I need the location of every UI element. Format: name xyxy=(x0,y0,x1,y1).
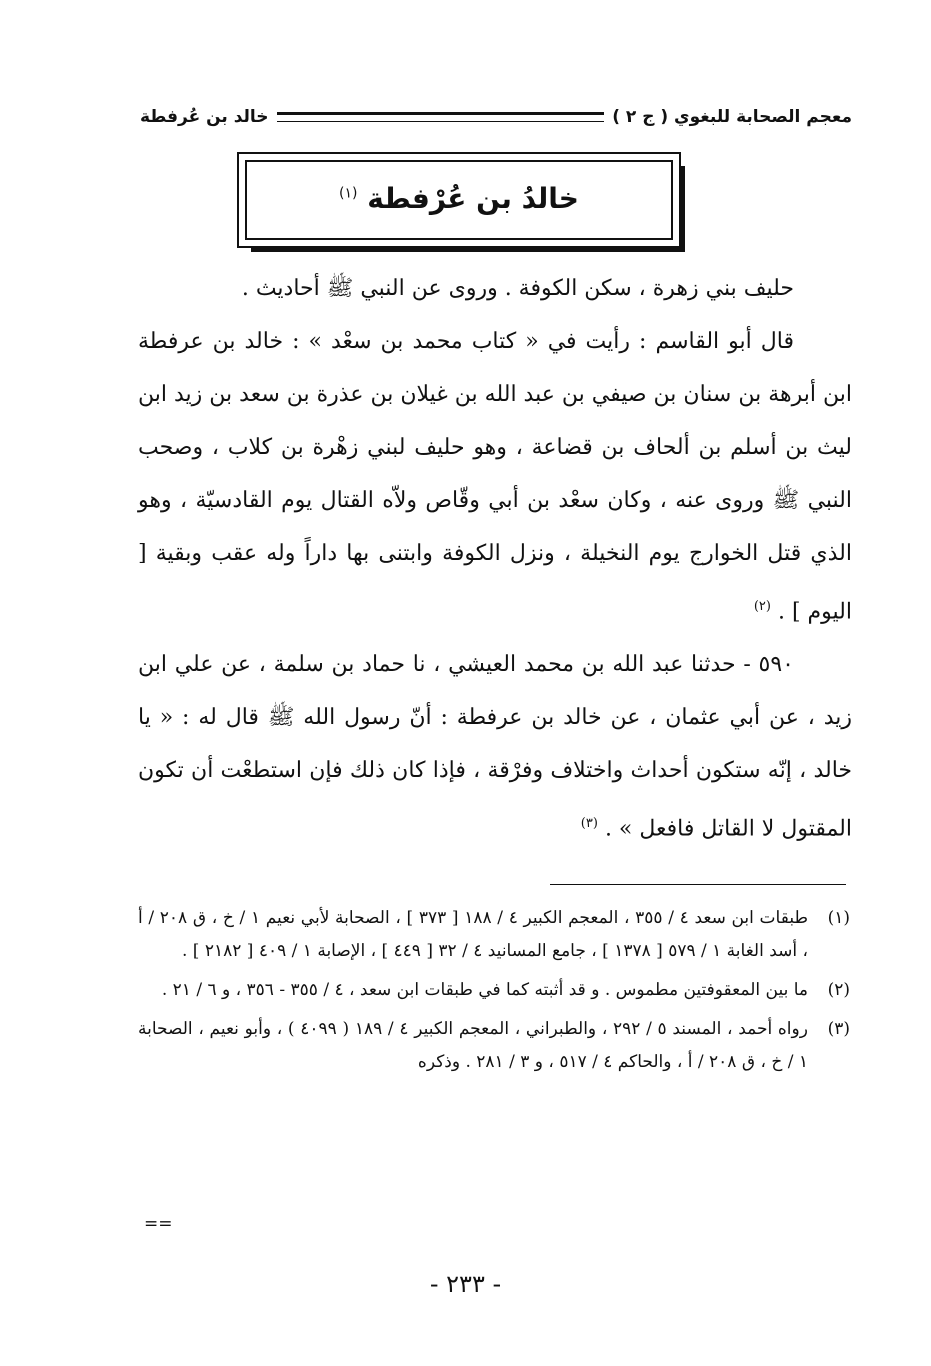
paragraph-2-text: قال أبو القاسم : رأيت في « كتاب محمد بن سعْد » : خالد بن عرفطة ابن أبرهة بن سنان بن صيفي بن عبد الله بن غيلان بن عذرة بن سعد بن زيد ابن ليث بن أسلم بن ألحاف بن قضاعة ، وهو حليف لبني زهْرة بن كلاب ، وصحب النبي ﷺ وروى عنه ، وكان سعْد بن أبي وقّاص ولاّه القتال يوم القادسيّة ، وهو الذي قتل الخوارج يوم النخيلة ، ونزل الكوفة وابتنى بها داراً وله عقب وبقية [ اليوم ] . xyxy=(138,329,853,625)
footnote-text: ما بين المعقوفتين مطموس . و قد أثبته كما في طبقات ابن سعد ، ٤ / ٣٥٥ - ٣٥٦ ، و ٦ / ٢١ . xyxy=(161,980,808,1000)
page-number: - ٢٣٣ - xyxy=(429,1270,502,1298)
footnote-item xyxy=(138,974,850,1007)
footnote-separator xyxy=(550,884,846,885)
paragraph-1-text: حليف بني زهرة ، سكن الكوفة . وروى عن النبي ﷺ أحاديث . xyxy=(241,276,794,301)
paragraph-2 xyxy=(138,315,852,638)
footnote-text: رواه أحمد ، المسند ٥ / ٢٩٢ ، والطبراني ، المعجم الكبير ٤ / ١٨٩ ( ٤٠٩٩ ) ، وأبو نعيم ، الصحابة ١ / خ ، ق ٢٠٨ / أ ، والحاكم ٤ / ٥١٧ ، و ٣ / ٢٨١ . وذكره xyxy=(138,1019,808,1072)
header-entry-title: خالد بن عُرفطة xyxy=(140,107,269,127)
footnote-item xyxy=(138,1013,850,1079)
paragraph-3-footnote-ref: (٣) xyxy=(580,816,598,832)
footnote-item xyxy=(138,902,850,968)
continuation-mark: == xyxy=(144,1214,173,1234)
entry-title-box xyxy=(237,152,681,248)
footnotes xyxy=(138,902,850,1085)
paragraph-3 xyxy=(138,638,852,855)
entry-title-text: خالدُ بن عُرْفطة xyxy=(367,182,579,215)
entry-title xyxy=(239,182,679,215)
running-header xyxy=(140,100,852,134)
footnote-number: (٢) xyxy=(827,980,850,1000)
body-text xyxy=(138,262,852,856)
header-rule xyxy=(277,112,605,122)
paragraph-3-text: ٥٩٠ - حدثنا عبد الله بن محمد العيشي ، نا حماد بن سلمة ، عن علي ابن زيد ، عن أبي عثمان ، عن خالد بن عرفطة : أنّ رسول الله ﷺ قال له : « يا خالد ، إنّه ستكون أحداث واختلاف وفرْقة ، فإذا كان ذلك فإن استطعْت أن تكون المقتول لا القاتل فافعل » . xyxy=(138,652,852,842)
footnote-number: (٣) xyxy=(827,1019,850,1039)
paragraph-1 xyxy=(138,262,852,315)
footnote-number: (١) xyxy=(827,908,850,928)
footnote-text: طبقات ابن سعد ٤ / ٣٥٥ ، المعجم الكبير ٤ / ١٨٨ [ ٣٧٣ ] ، الصحابة لأبي نعيم ١ / خ ، ق ٢٠٨ / أ ، أسد الغابة ١ / ٥٧٩ [ ١٣٧٨ ] ، جامع المسانيد ٤ / ٣٢ [ ٤٤٩ ] ، الإصابة ١ / ٤٠٩ [ ٢١٨٢ ] . xyxy=(138,908,808,961)
header-book-title: معجم الصحابة للبغوي ( ج ٢ ) xyxy=(612,107,852,127)
entry-title-footnote-ref: (١) xyxy=(339,185,358,202)
paragraph-2-footnote-ref: (٢) xyxy=(753,599,771,614)
